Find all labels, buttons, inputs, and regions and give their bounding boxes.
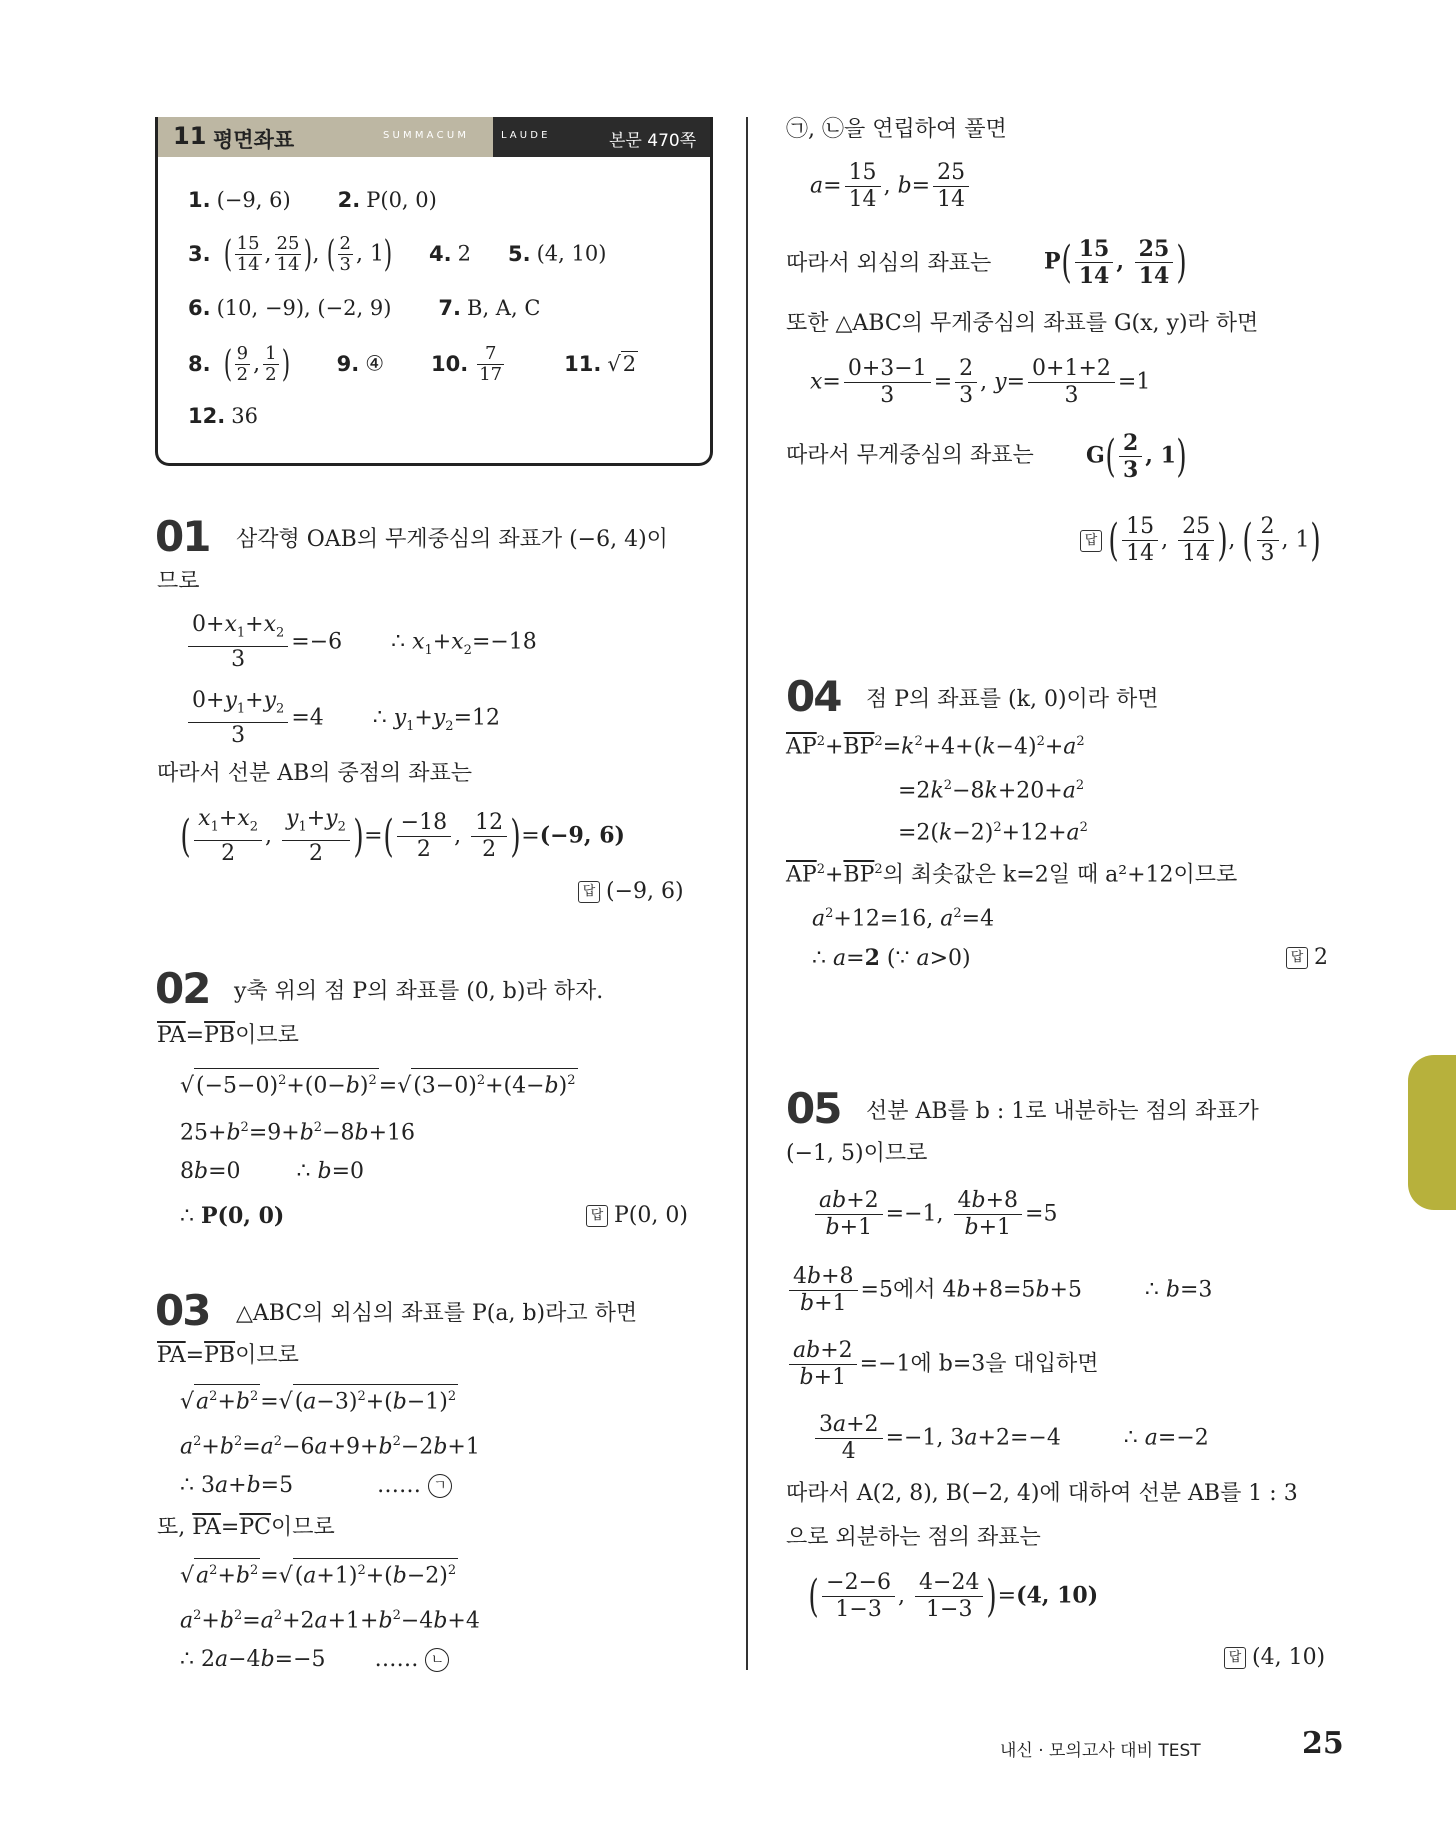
p01-intro: 삼각형 OAB의 무게중심의 좌표가 (−6, 4)이 xyxy=(236,527,668,552)
p02-cond: $\overline{PA}=\overline{PB}$이므로 xyxy=(157,1023,299,1048)
answer-mark-icon: 답 xyxy=(586,1205,608,1227)
p01-eq3: ( $\frac{x_1+x_2}{2}$ , $\frac{y_1+y_2}{2}$ )=( $\frac{-18}{2}$ , $\frac{12}{2}$ )=(−9, 6) xyxy=(180,806,625,867)
p01-answer: 답 (−9, 6) xyxy=(578,878,684,906)
side-tab xyxy=(1408,1055,1456,1210)
p05-ext-text: 따라서 A(2, 8), B(−2, 4)에 대하여 선분 AB를 1 : 3 xyxy=(786,1481,1298,1506)
answer-row-1: 1. (−9, 6) 2. P(0, 0) xyxy=(188,188,437,212)
p02-answer: 답 P(0, 0) xyxy=(586,1202,688,1230)
p05-eq3: $\frac{ab+2}{b+1}$ =−1에 b=3을 대입하면 xyxy=(786,1338,1099,1391)
p02-eq1: $√(-5-0)^2+(0-b)^2=√(3-0)^2+(4-b)^2$ xyxy=(180,1068,578,1100)
p04-eq4: $a^2+12=16$, $a^2=4$ xyxy=(812,906,995,932)
p03-centroid-result: G( $\frac{2}{3}$ , 1) xyxy=(1086,430,1187,483)
p03-eq7: a= $\frac{15}{14}$ , b= $\frac{25}{14}$ xyxy=(810,160,972,213)
page-number: 25 xyxy=(1302,1726,1344,1761)
problem-number-04: 04 xyxy=(786,672,841,721)
p05-answer: 답 (4, 10) xyxy=(1224,1644,1325,1672)
p04-eq5: ∴ a=2 (∵ a>0) xyxy=(812,945,971,971)
brand-right: L A U D E xyxy=(501,130,548,141)
p05-eq4: $\frac{3a+2}{4}$ =−1, 3a+2=−4 ∴ a=−2 xyxy=(812,1412,1209,1465)
problem-number-03: 03 xyxy=(155,1286,210,1335)
p03-solve: ㉠, ㉡을 연립하여 풀면 xyxy=(786,117,1007,142)
problem-number-01: 01 xyxy=(155,512,210,561)
p02-intro: y축 위의 점 P의 좌표를 (0, b)라 하자. xyxy=(234,979,604,1004)
p05-ext-text2: 으로 외분하는 점의 좌표는 xyxy=(786,1525,1041,1550)
page-ref: 본문 470쪽 xyxy=(609,131,697,151)
p03-intro: △ABC의 외심의 좌표를 P(a, b)라고 하면 xyxy=(236,1301,638,1326)
answer-row-4: 8. ( $\frac{9}{2}$ , $\frac{1}{2}$ ) 9. ④ 10. $\frac{7}{17}$ 11. √2 xyxy=(188,343,637,385)
problem-number-05: 05 xyxy=(786,1084,841,1133)
p01-midpoint-text: 따라서 선분 AB의 중점의 좌표는 xyxy=(157,761,473,786)
answer-row-5: 12. 36 xyxy=(188,404,258,428)
answer-row-3: 6. (10, −9), (−2, 9) 7. B, A, C xyxy=(188,296,541,320)
brand-left: S U M M A C U M xyxy=(383,130,466,141)
p02-eq2: $25+b^2=9+b^2-8b+16$ xyxy=(180,1120,416,1146)
p03-eq2: $a^2+b^2=a^2-6a+9+b^2-2b+1$ xyxy=(180,1434,480,1460)
p03-eq5: $a^2+b^2=a^2+2a+1+b^2-4b+4$ xyxy=(180,1608,480,1634)
p03-eq8: x= $\frac{0+3-1}{3}$ = $\frac{2}{3}$ , y= $\frac{0+1+2}{3}$ =1 xyxy=(810,356,1151,408)
p04-answer: 답 2 xyxy=(1286,944,1328,972)
p05-intro: 선분 AB를 b : 1로 내분하는 점의 좌표가 xyxy=(866,1099,1259,1124)
p03-eq3: ∴ 3a+b=5 …… ㄱ xyxy=(180,1472,452,1500)
section-title: 평면좌표 xyxy=(213,128,295,152)
p03-eq1: $√a^2+b^2=√(a-3)^2+(b-1)^2$ xyxy=(180,1384,458,1416)
p01-intro2: 므로 xyxy=(157,569,200,594)
answer-row-2: 3. ( $\frac{15}{14}$ , $\frac{25}{14}$ ), ( $\frac{2}{3}$ , 1) 4. 2 5. (4, 10) xyxy=(188,233,607,275)
p03-centroid-result-text: 따라서 무게중심의 좌표는 xyxy=(786,443,1034,468)
p03-answer: 답 ( $\frac{15}{14}$ , $\frac{25}{14}$ ), ( $\frac{2}{3}$ , 1) xyxy=(1080,514,1321,567)
p03-circ-text: 따라서 외심의 좌표는 xyxy=(786,251,992,276)
answer-mark-icon: 답 xyxy=(578,881,600,903)
p03-centroid-text: 또한 △ABC의 무게중심의 좌표를 G(x, y)라 하면 xyxy=(786,311,1259,336)
p05-eq1: $\frac{ab+2}{b+1}$ =−1, $\frac{4b+8}{b+1}$ =5 xyxy=(812,1188,1057,1241)
problem-number-02: 02 xyxy=(155,964,210,1013)
p03-eq4: $√a^2+b^2=√(a+1)^2+(b-2)^2$ xyxy=(180,1558,458,1590)
p03-eq6: ∴ 2a−4b=−5 …… ㄴ xyxy=(180,1646,449,1674)
p03-circ-result: P( $\frac{15}{14}$ , $\frac{25}{14}$ ) xyxy=(1044,236,1188,289)
column-divider xyxy=(746,117,748,1670)
p04-eq3: $=2(k-2)^2+12+a^2$ xyxy=(898,820,1088,846)
p04-min-text: $\overline{AP}^2+\overline{BP}^2$의 최솟값은 k=2일 때 a²+12이므로 xyxy=(786,862,1238,888)
answer-mark-icon: 답 xyxy=(1286,947,1308,969)
p02-eq4: ∴ P(0, 0) xyxy=(180,1203,285,1229)
p02-eq3: 8b=0 ∴ b=0 xyxy=(180,1159,364,1184)
p04-intro: 점 P의 좌표를 (k, 0)이라 하면 xyxy=(866,687,1159,712)
p01-eq2: $\frac{0+y_1+y_2}{3}$ =4 ∴ $y_1+y_2=12$ xyxy=(185,688,500,749)
p05-eq5: ( $\frac{-2-6}{1-3}$ , $\frac{4-24}{1-3}$ )=(4, 10) xyxy=(808,1570,1099,1622)
footer-label: 내신 · 모의고사 대비 TEST xyxy=(1000,1741,1201,1761)
answer-mark-icon: 답 xyxy=(1080,530,1102,552)
answer-mark-icon: 답 xyxy=(1224,1647,1246,1669)
p05-intro2: (−1, 5)이므로 xyxy=(786,1141,928,1166)
p01-eq1: $\frac{0+x_1+x_2}{3}$ =−6 ∴ $x_1+x_2=-18$ xyxy=(185,612,537,673)
p03-cond: $\overline{PA}=\overline{PB}$이므로 xyxy=(157,1343,299,1368)
section-number: 11 xyxy=(173,122,207,150)
p04-eq2: $=2k^2-8k+20+a^2$ xyxy=(898,778,1085,804)
p05-eq2: $\frac{4b+8}{b+1}$ =5에서 4b+8=5b+5 ∴ b=3 xyxy=(786,1264,1212,1317)
p04-eq1: $\overline{AP}^2+\overline{BP}^2=k^2+4+(k-4)^2+a^2$ xyxy=(786,734,1085,760)
p03-also: 또, $\overline{PA}=\overline{PC}$이므로 xyxy=(157,1515,335,1540)
